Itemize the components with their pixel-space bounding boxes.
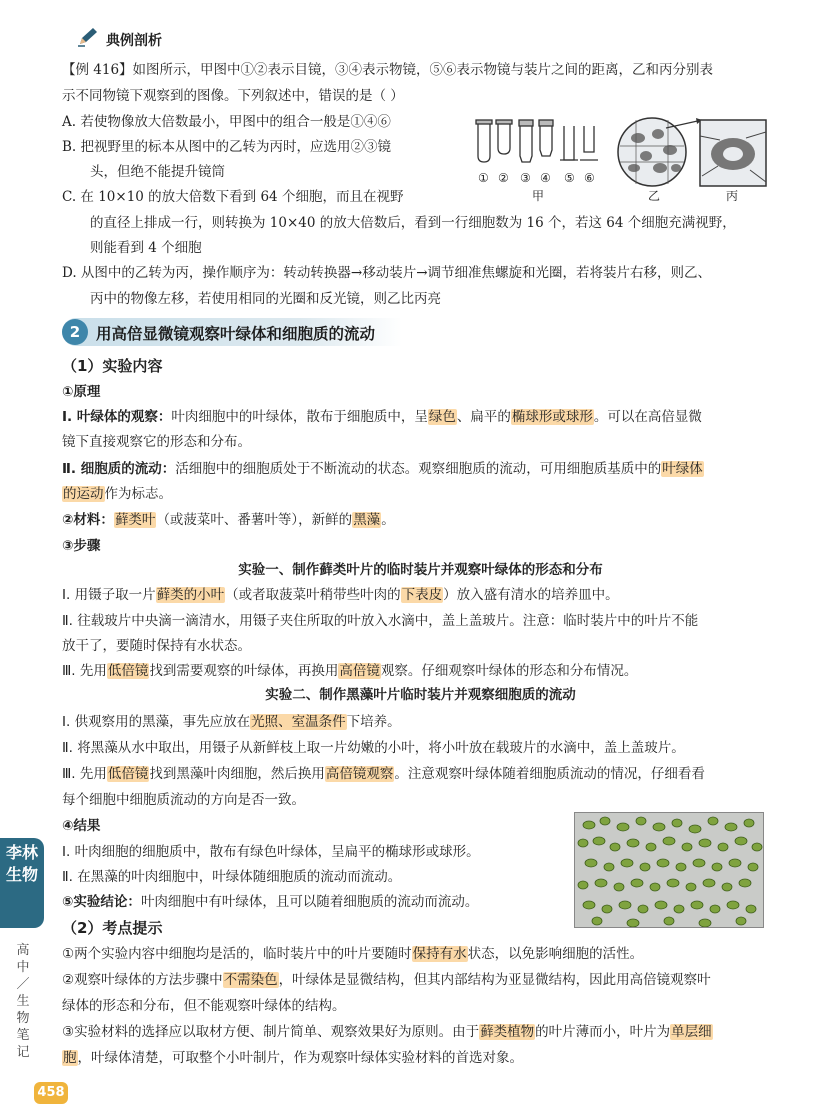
option-b-2: 头，但绝不能提升镜筒 [90,164,225,180]
section-number: 2 [62,319,88,345]
exp2-step-3: Ⅲ. 先用低倍镜找到黑藻叶肉细胞，然后换用高倍镜观察。注意观察叶绿体随着细胞质流动的情况，仔细看看 [62,766,705,782]
fig-label-jia: 甲 [532,189,545,203]
subheading-1: （1）实验内容 [62,357,163,375]
fig-num-5: ⑤ [564,171,575,185]
subheading-2: （2）考点提示 [62,919,163,937]
fig-num-3: ③ [520,171,531,185]
tip-1: ①两个实验内容中细胞均是活的，临时装片中的叶片要随时保持有水状态，以免影响细胞的活性。 [62,946,644,962]
principle-1: Ⅰ. 叶绿体的观察：叶肉细胞中的叶绿体，散布于细胞质中，呈绿色、扁平的椭球形或球形。可以在高倍显微 [62,409,702,425]
exp1-step-2-line2: 放干了，要随时保持有水状态。 [62,638,251,654]
question-stem: 【例 416】如图所示，甲图中①②表示目镜，③④表示物镜，⑤⑥表示物镜与装片之间的距离，乙和丙分别表 [62,62,714,78]
tip-2-line2: 绿体的形态和分布，但不能观察叶绿体的结构。 [62,998,346,1014]
exp1-step-1: Ⅰ. 用镊子取一片藓类的小叶（或者取菠菜叶稍带些叶肉的下表皮）放入盛有清水的培养皿中。 [62,587,619,603]
steps-heading: ③步骤 [62,538,101,554]
option-c-2: 的直径上排成一行，则转换为 10×40 的放大倍数后，看到一行细胞数为 16 个，若这 64 个细胞充满视野， [90,215,736,231]
tip-3: ③实验材料的选择应以取材方便、制片简单、观察效果好为原则。由于藓类植物的叶片薄而小，叶片为单层细 [62,1024,712,1040]
experiment-2-title: 实验二、制作黑藻叶片临时装片并观察细胞质的流动 [265,687,576,703]
side-vertical-text: 高中／生物笔记 [16,943,30,1060]
fig-num-1: ① [478,171,489,185]
result-2: Ⅱ. 在黑藻的叶肉细胞中，叶绿体随细胞质的流动而流动。 [62,869,402,885]
pencil-icon [76,26,100,48]
exp2-step-1: Ⅰ. 供观察用的黑藻，事先应放在光照、室温条件下培养。 [62,714,401,730]
fig-num-6: ⑥ [584,171,595,185]
principle-1-line2: 镜下直接观察它的形态和分布。 [62,434,251,450]
exp1-step-2: Ⅱ. 往载玻片中央滴一滴清水，用镊子夹住所取的叶放入水滴中，盖上盖玻片。注意：临时装片中的叶片不能 [62,613,699,629]
tip-2: ②观察叶绿体的方法步骤中不需染色，叶绿体是显微结构，但其内部结构为亚显微结构，因此用高倍镜观察叶 [62,972,711,988]
page-number: 458 [34,1082,68,1104]
option-d-2: 丙中的物像左移，若使用相同的光圈和反光镜，则乙比丙亮 [90,291,441,307]
option-c: C. 在 10×10 的放大倍数下看到 64 个细胞，而且在视野 [62,189,404,205]
chloroplast-micrograph [574,812,764,928]
conclusion: ⑤实验结论：叶肉细胞中有叶绿体，且可以随着细胞质的流动而流动。 [62,894,479,910]
exp2-step-3-line2: 每个细胞中细胞质流动的方向是否一致。 [62,792,305,808]
microscope-figure [470,116,770,204]
tip-3-line2: 胞，叶绿体清楚，可取整个小叶制片，作为观察叶绿体实验材料的首选对象。 [63,1050,523,1066]
principle-2: Ⅱ. 细胞质的流动：活细胞中的细胞质处于不断流动的状态。观察细胞质的流动，可用细胞质基质中的叶绿体 [62,461,703,477]
option-d: D. 从图中的乙转为丙，操作顺序为：转动转换器→移动装片→调节细准焦螺旋和光圈，若将装片右移，则乙、 [62,265,712,281]
fig-num-4: ④ [540,171,551,185]
section-2-bar [62,318,402,346]
fig-num-2: ② [498,171,509,185]
materials: ②材料：藓类叶（或菠菜叶、番薯叶等），新鲜的黑藻。 [62,512,395,528]
fig-label-yi: 乙 [648,189,661,203]
fig-label-bing: 丙 [726,189,739,203]
option-c-3: 则能看到 4 个细胞 [90,240,202,256]
option-a: A. 若使物像放大倍数最小，甲图中的组合一般是①④⑥ [62,114,391,130]
side-tab-brand: 李林生物 [0,838,44,928]
lens-tubes [476,120,598,162]
principle-heading: ①原理 [62,384,101,400]
exp1-step-3: Ⅲ. 先用低倍镜找到需要观察的叶绿体，再换用高倍镜观察。仔细观察叶绿体的形态和分布情况。 [62,663,638,679]
section-title: 用高倍显微镜观察叶绿体和细胞质的流动 [96,325,376,343]
question-stem-2: 示不同物镜下观察到的图像。下列叙述中，错误的是（ ） [62,88,404,104]
result-1: Ⅰ. 叶肉细胞的细胞质中，散布有绿色叶绿体，呈扁平的椭球形或球形。 [62,844,480,860]
option-b: B. 把视野里的标本从图中的乙转为丙时，应选用②③镜 [62,139,392,155]
view-bing [700,120,766,186]
exp2-step-2: Ⅱ. 将黑藻从水中取出，用镊子从新鲜枝上取一片幼嫩的小叶，将小叶放在载玻片的水滴中，盖上盖玻片。 [62,740,685,756]
principle-2-line2: 的运动作为标志。 [63,486,172,502]
result-heading: ④结果 [62,818,101,834]
experiment-1-title: 实验一、制作藓类叶片的临时装片并观察叶绿体的形态和分布 [238,562,603,578]
view-yi [618,118,686,186]
section-header-title: 典例剖析 [106,33,162,49]
